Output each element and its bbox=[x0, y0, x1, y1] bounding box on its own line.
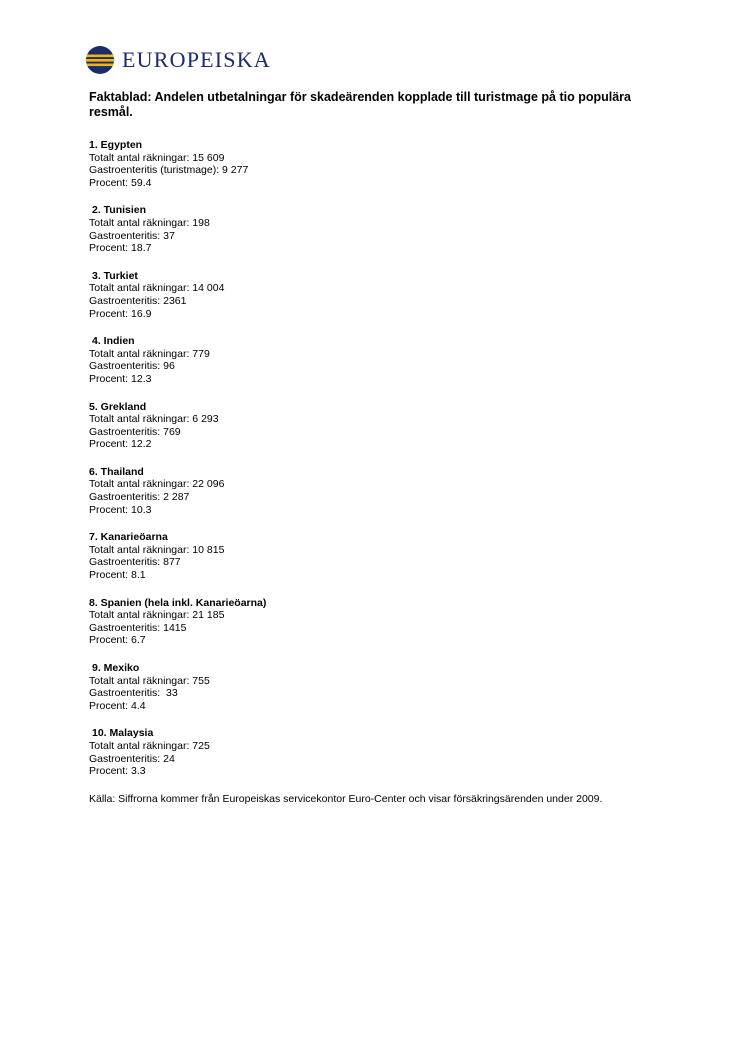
gastroenteritis-count: Gastroenteritis: 24 bbox=[89, 752, 175, 765]
gastroenteritis-count: Gastroenteritis: 769 bbox=[89, 425, 181, 438]
list-item bbox=[89, 270, 669, 320]
total-bills: Totalt antal räkningar: 6 293 bbox=[89, 413, 219, 426]
destination-list bbox=[89, 139, 669, 816]
destination-heading: 10. Malaysia bbox=[92, 727, 154, 740]
destination-heading: 4. Indien bbox=[92, 335, 135, 348]
list-item bbox=[89, 466, 669, 516]
total-bills: Totalt antal räkningar: 14 004 bbox=[89, 282, 225, 295]
gastroenteritis-count: Gastroenteritis: 877 bbox=[89, 556, 181, 569]
total-bills: Totalt antal räkningar: 725 bbox=[89, 739, 210, 752]
list-item bbox=[89, 531, 669, 581]
list-item bbox=[89, 335, 669, 385]
percent-value: Procent: 6.7 bbox=[89, 634, 146, 647]
destination-heading: 8. Spanien (hela inkl. Kanarieöarna) bbox=[89, 596, 267, 609]
destination-heading: 6. Thailand bbox=[89, 465, 144, 478]
source-note: Källa: Siffrorna kommer från Europeiskas servicekontor Euro-Center och visar försäkringsärenden under 2009. bbox=[89, 792, 603, 805]
total-bills: Totalt antal räkningar: 779 bbox=[89, 347, 210, 360]
europeiska-logo bbox=[85, 45, 271, 75]
destination-heading: 7. Kanarieöarna bbox=[89, 531, 168, 544]
gastroenteritis-count: Gastroenteritis: 2 287 bbox=[89, 491, 190, 504]
gastroenteritis-count: Gastroenteritis: 1415 bbox=[89, 621, 187, 634]
percent-value: Procent: 4.4 bbox=[89, 699, 146, 712]
gastroenteritis-count: Gastroenteritis (turistmage): 9 277 bbox=[89, 164, 249, 177]
total-bills: Totalt antal räkningar: 755 bbox=[89, 674, 210, 687]
total-bills: Totalt antal räkningar: 15 609 bbox=[89, 151, 225, 164]
destination-heading: 2. Tunisien bbox=[92, 204, 147, 217]
globe-icon bbox=[85, 45, 115, 75]
list-item bbox=[89, 204, 669, 254]
gastroenteritis-count: Gastroenteritis: 2361 bbox=[89, 294, 187, 307]
total-bills: Totalt antal räkningar: 198 bbox=[89, 216, 210, 229]
destination-heading: 5. Grekland bbox=[89, 400, 147, 413]
percent-value: Procent: 12.2 bbox=[89, 438, 152, 451]
percent-value: Procent: 18.7 bbox=[89, 242, 152, 255]
percent-value: Procent: 59.4 bbox=[89, 176, 152, 189]
gastroenteritis-count: Gastroenteritis: 96 bbox=[89, 360, 175, 373]
destination-heading: 3. Turkiet bbox=[92, 269, 138, 282]
total-bills: Totalt antal räkningar: 21 185 bbox=[89, 609, 225, 622]
percent-value: Procent: 3.3 bbox=[89, 765, 146, 778]
list-item bbox=[89, 727, 669, 777]
list-item bbox=[89, 401, 669, 451]
list-item bbox=[89, 662, 669, 712]
destination-heading: 1. Egypten bbox=[89, 139, 143, 151]
gastroenteritis-count: Gastroenteritis: 37 bbox=[89, 229, 175, 242]
gastroenteritis-count: Gastroenteritis: 33 bbox=[89, 687, 178, 700]
percent-value: Procent: 12.3 bbox=[89, 372, 152, 385]
total-bills: Totalt antal räkningar: 10 815 bbox=[89, 543, 225, 556]
percent-value: Procent: 8.1 bbox=[89, 569, 146, 582]
list-item bbox=[89, 139, 669, 189]
destination-heading: 9. Mexiko bbox=[92, 662, 140, 674]
total-bills: Totalt antal räkningar: 22 096 bbox=[89, 478, 225, 491]
page-title: Faktablad: Andelen utbetalningar för skadeärenden kopplade till turistmage på tio populära resmål. bbox=[89, 90, 631, 119]
percent-value: Procent: 10.3 bbox=[89, 503, 152, 516]
logo-wordmark: EUROPEISKA bbox=[122, 47, 271, 72]
list-item bbox=[89, 597, 669, 647]
percent-value: Procent: 16.9 bbox=[89, 307, 152, 320]
